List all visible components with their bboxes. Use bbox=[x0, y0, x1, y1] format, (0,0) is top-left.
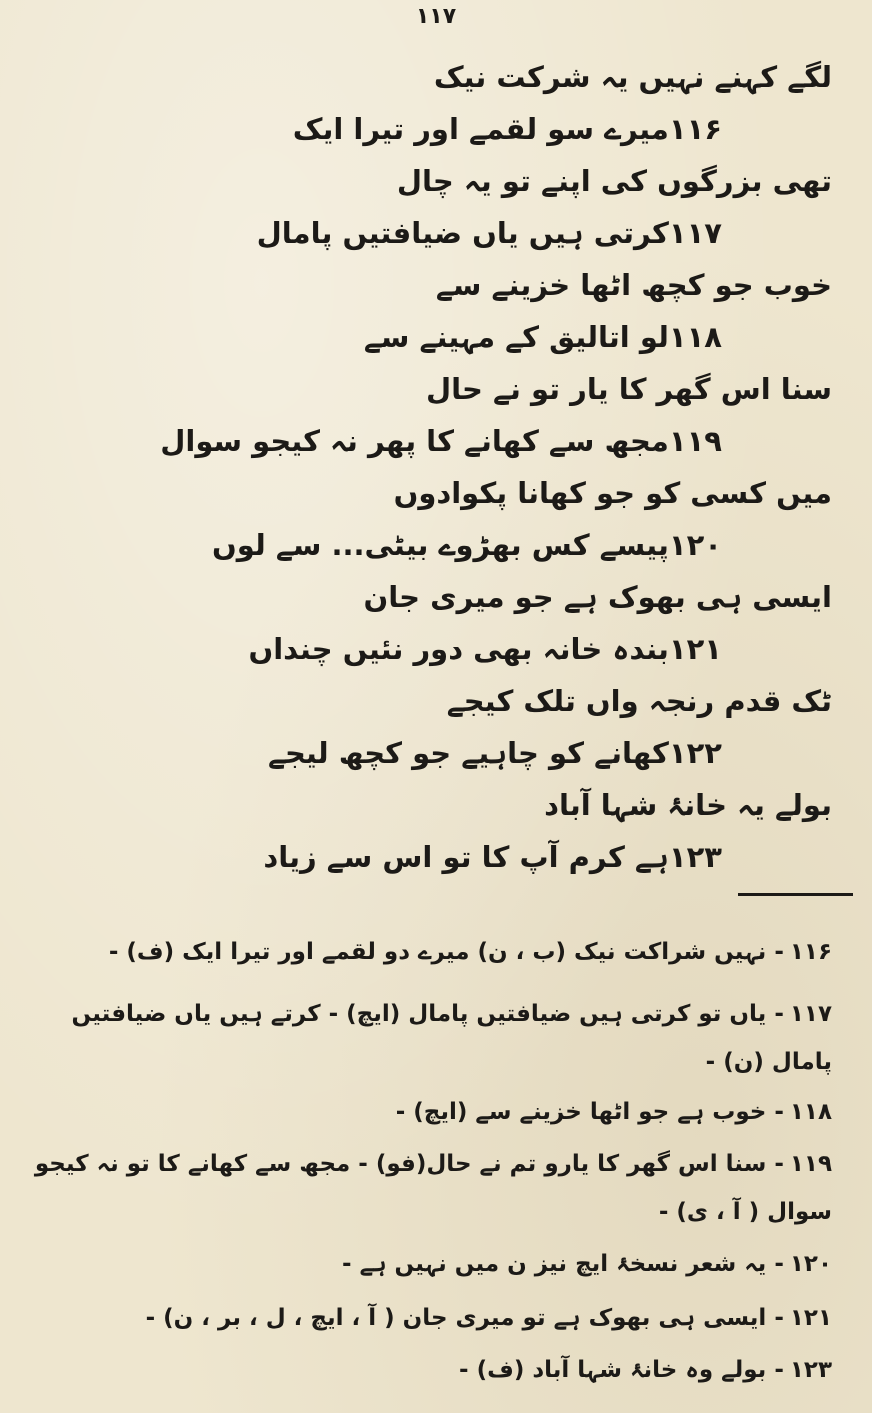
footnote-text: - خوب ہے جو اٹھا خزینے سے (ایچ) - bbox=[395, 1099, 784, 1125]
footnote-number: ۱۲۰ bbox=[789, 1251, 832, 1277]
footnote bbox=[32, 1088, 832, 1136]
footnote-number: ۱۲۱ bbox=[789, 1305, 832, 1331]
footnote-number: ۱۱۶ bbox=[789, 939, 832, 965]
footnote-text: - سنا اس گھر کا یارو تم نے حال(فو) - مجھ سے کھانے کا تو نہ کیجو سوال ( آ ، ی) - bbox=[34, 1151, 832, 1225]
verse-line: سنا اس گھر کا یار تو نے حال bbox=[425, 372, 832, 406]
verse-line: تھی بزرگوں کی اپنے تو یہ چال bbox=[396, 164, 832, 198]
footnote-text: - یاں تو کرتی ہیں ضیافتیں پامال (ایچ) - کرتے ہیں یاں ضیافتیں پامال (ن) - bbox=[71, 1001, 832, 1075]
footnote-number: ۱۱۹ bbox=[789, 1151, 832, 1177]
footnote-number: ۱۱۸ bbox=[789, 1099, 832, 1125]
verse-line: ٹک قدم رنجہ واں تلک کیجے bbox=[446, 684, 832, 718]
footnote-number: ۱۲۳ bbox=[789, 1357, 832, 1383]
verse-line: ۱۲۱بندہ خانہ بھی دور نئیں چنداں bbox=[248, 632, 722, 666]
verse-line: میں کسی کو جو کھانا پکوادوں bbox=[393, 476, 832, 510]
verse-line: ایسی ہی بھوک ہے جو میری جان bbox=[363, 580, 832, 614]
footnote bbox=[32, 1140, 832, 1236]
verse-line: ۱۱۹مجھ سے کھانے کا پھر نہ کیجو سوال bbox=[160, 424, 722, 458]
verse-line: لگے کہنے نہیں یہ شرکت نیک bbox=[433, 60, 832, 94]
verse-line: ۱۱۸لو اتالیق کے مہینے سے bbox=[363, 320, 722, 354]
footnote-divider bbox=[738, 893, 853, 896]
footnote-text: - بولے وہ خانۂ شہا آباد (ف) - bbox=[459, 1357, 784, 1383]
footnote-text: - ایسی ہی بھوک ہے تو میری جان ( آ ، ایچ ، ل ، بر ، ن) - bbox=[145, 1305, 784, 1331]
footnote-number: ۱۱۷ bbox=[789, 1001, 832, 1027]
verse-line: ۱۲۳ہے کرم آپ کا تو اس سے زیاد bbox=[263, 840, 722, 874]
footnote bbox=[32, 1346, 832, 1394]
verse-line: خوب جو کچھ اٹھا خزینے سے bbox=[435, 268, 832, 302]
footnote bbox=[32, 990, 832, 1086]
verse-line: بولے یہ خانۂ شہا آباد bbox=[544, 788, 832, 822]
footnote-text: - نہیں شراکت نیک (ب ، ن) میرے دو لقمے اور تیرا ایک (ف) - bbox=[108, 939, 784, 965]
verse-line: ۱۱۶میرے سو لقمے اور تیرا ایک bbox=[292, 112, 722, 146]
verse-line: ۱۲۰پیسے کس بھڑوے بیٹی... سے لوں bbox=[211, 528, 722, 562]
footnote-text: - یہ شعر نسخۂ ایچ نیز ن میں نہیں ہے - bbox=[342, 1251, 784, 1277]
footnote bbox=[32, 1294, 832, 1342]
page-number: ۱۱۷ bbox=[415, 4, 457, 29]
footnote bbox=[32, 928, 832, 976]
verse-line: ۱۲۲کھانے کو چاہیے جو کچھ لیجے bbox=[267, 736, 722, 770]
footnote bbox=[32, 1240, 832, 1288]
verse-line: ۱۱۷کرتی ہیں یاں ضیافتیں پامال bbox=[256, 216, 722, 250]
